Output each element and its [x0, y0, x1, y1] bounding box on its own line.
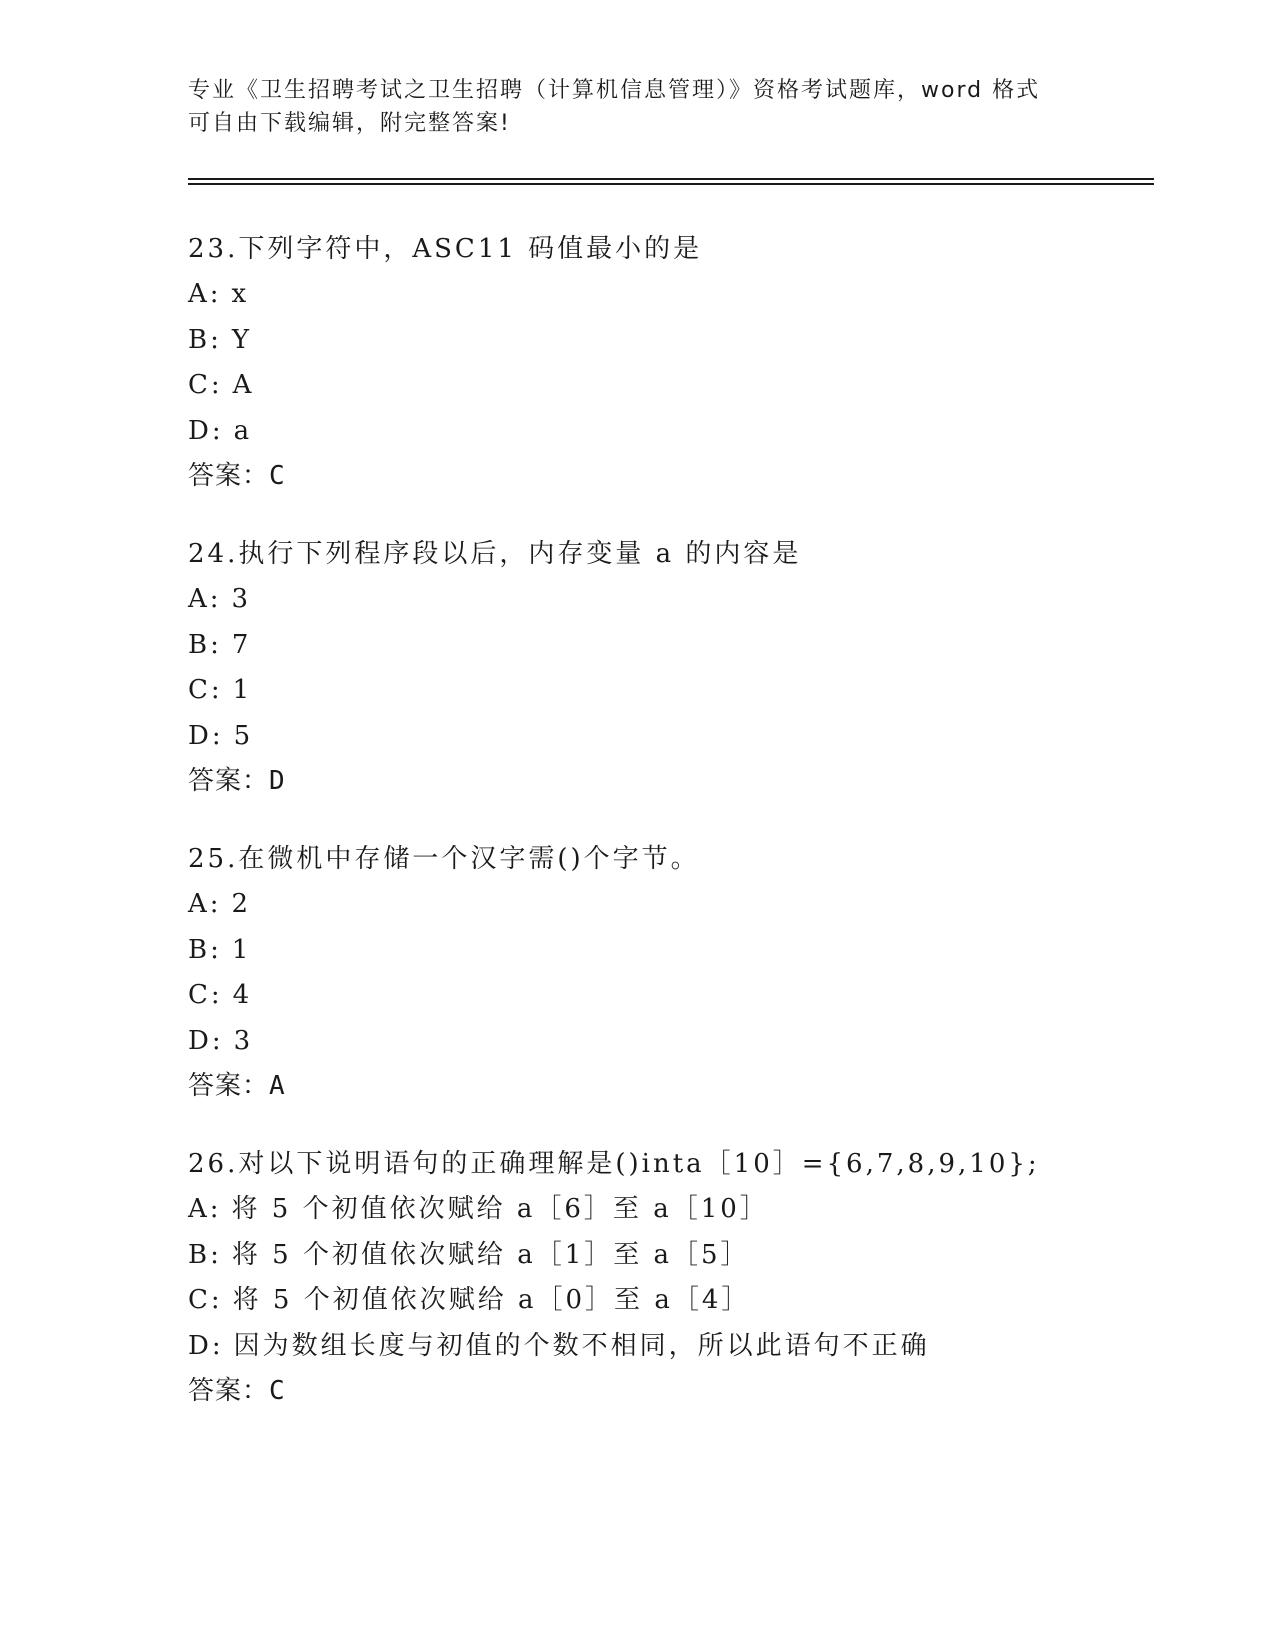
option-text: 5: [233, 720, 254, 751]
question-title: 24.执行下列程序段以后，内存变量 a 的内容是: [188, 539, 802, 569]
option-a: A: x: [188, 279, 250, 309]
option-text: 2: [231, 889, 252, 919]
option-text: 1: [231, 934, 252, 965]
option-c: C: 1: [188, 675, 253, 705]
answer-label: 答案：: [188, 1071, 270, 1101]
option-c: C: A: [188, 370, 255, 400]
option-key: D: [188, 415, 212, 446]
option-d: D: a: [188, 415, 253, 446]
answer-line: [188, 1369, 1188, 1413]
option-a: A: 2: [188, 889, 252, 919]
option-b: B: 7: [188, 629, 252, 660]
answer-line: [188, 759, 1188, 803]
option-key: D: [188, 720, 212, 751]
option-text: 因为数组长度与初值的个数不相同，所以此语句不正确: [233, 1330, 930, 1361]
question-title: 26.对以下说明语句的正确理解是()inta［10］={6,7,8,9,10};: [188, 1149, 1040, 1179]
option-a: A: 3: [188, 584, 252, 614]
option-c: C: 4: [188, 980, 253, 1010]
option-key: C: [188, 370, 211, 400]
answer-line: [188, 454, 1188, 498]
option-key: A: [188, 1194, 210, 1224]
answer-value: C: [269, 461, 286, 491]
option-b: B: 将 5 个初值依次赋给 a［1］至 a［5］: [188, 1239, 750, 1270]
question-25: [188, 836, 1188, 1108]
answer-value: D: [269, 766, 286, 796]
option-text: 4: [232, 980, 253, 1010]
option-a: A: 将 5 个初值依次赋给 a［6］至 a［10］: [188, 1194, 769, 1224]
option-d: D: 因为数组长度与初值的个数不相同，所以此语句不正确: [188, 1330, 930, 1361]
option-text: x: [231, 279, 250, 309]
option-b: B: Y: [188, 324, 253, 355]
option-text: 将 5 个初值依次赋给 a［1］至 a［5］: [231, 1239, 750, 1270]
option-text: 将 5 个初值依次赋给 a［6］至 a［10］: [231, 1194, 769, 1224]
option-text: Y: [231, 324, 253, 355]
option-b: B: 1: [188, 934, 252, 965]
option-d: D: 3: [188, 1025, 254, 1056]
answer-label: 答案：: [188, 461, 270, 491]
option-key: B: [188, 934, 211, 965]
option-c: C: 将 5 个初值依次赋给 a［0］至 a［4］: [188, 1285, 751, 1315]
option-text: A: [232, 370, 255, 400]
question-23: [188, 226, 1188, 498]
option-key: C: [188, 1285, 211, 1315]
option-key: C: [188, 675, 211, 705]
header-divider-top: [188, 178, 1154, 180]
option-text: 3: [233, 1025, 254, 1056]
option-key: A: [188, 279, 210, 309]
option-text: 1: [232, 675, 253, 705]
option-key: B: [188, 629, 211, 660]
option-d: D: 5: [188, 720, 254, 751]
answer-label: 答案：: [188, 1376, 270, 1406]
option-key: C: [188, 980, 211, 1010]
answer-label: 答案：: [188, 766, 270, 796]
question-24: [188, 531, 1188, 803]
option-text: 将 5 个初值依次赋给 a［0］至 a［4］: [232, 1285, 751, 1315]
option-key: B: [188, 324, 211, 355]
option-key: A: [188, 584, 210, 614]
header-divider-bottom: [188, 183, 1154, 185]
option-text: 7: [231, 629, 252, 660]
option-text: a: [233, 415, 253, 446]
document-header: [188, 74, 1088, 140]
question-title: 25.在微机中存储一个汉字需()个字节。: [188, 844, 700, 874]
option-key: A: [188, 889, 210, 919]
question-26: [188, 1141, 1188, 1413]
option-key: B: [188, 1239, 211, 1270]
option-key: D: [188, 1330, 212, 1361]
option-text: 3: [231, 584, 252, 614]
answer-value: C: [269, 1376, 286, 1406]
answer-line: [188, 1064, 1188, 1108]
option-key: D: [188, 1025, 212, 1056]
answer-value: A: [269, 1071, 286, 1101]
header-line-2: 可自由下载编辑，附完整答案!: [188, 111, 511, 136]
header-line-1: 专业《卫生招聘考试之卫生招聘（计算机信息管理）》资格考试题库，word 格式: [188, 78, 1041, 103]
question-title: 23.下列字符中，ASC11 码值最小的是: [188, 234, 703, 264]
